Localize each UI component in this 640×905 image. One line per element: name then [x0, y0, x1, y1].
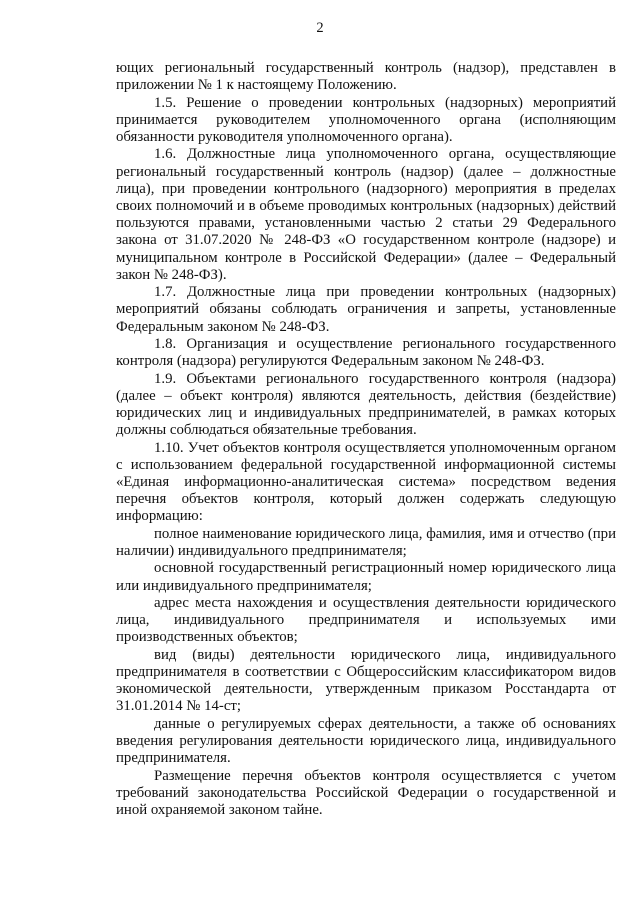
paragraph-placement: Размещение перечня объектов контроля осуществляется с учетом требований законодательства Российской Федерации о государственной и иной охраняемой законом тайне. — [116, 767, 616, 818]
paragraph-1-6: 1.6. Должностные лица уполномоченного органа, осуществляющие региональный государственный контроль (надзор) (далее – должностные лица), при проведении контрольного (надзорного) мероприятия в пределах своих полномочий и в объеме проводимых контрольных (надзорных) действий пользуются правами, установленными частью 2 статьи 29 Федерального закона от 31.07.2020 № 248-ФЗ «О государственном контроле (надзоре) и муниципальном контроле в Российской Федерации» (далее – Федеральный закон № 248-ФЗ). — [116, 146, 616, 283]
document-body — [116, 60, 616, 819]
paragraph-1-10: 1.10. Учет объектов контроля осуществляется уполномоченным органом с использованием федеральной государственной информационной системы «Единая информационно-аналитическая система» посредством ведения перечня объектов контроля, который должен содержать следующую информацию: — [116, 439, 616, 525]
paragraph-1-5: 1.5. Решение о проведении контрольных (надзорных) мероприятий принимается руководителем уполномоченного органа (исполняющим обязанности руководителя уполномоченного органа). — [116, 94, 616, 145]
list-item-activity-types: вид (виды) деятельности юридического лица, индивидуального предпринимателя в соответствии с Общероссийским классификатором видов экономической деятельности, утвержденным приказом Росстандарта от 31.01.2014 № 14-ст; — [116, 646, 616, 715]
page-number: 2 — [316, 20, 324, 36]
list-item-regulated-spheres: данные о регулируемых сферах деятельности, а также об основаниях введения регулирования деятельности юридического лица, индивидуального предпринимателя. — [116, 715, 616, 767]
paragraph-1-9: 1.9. Объектами регионального государственного контроля (надзора) (далее – объект контроля) являются деятельность, действия (бездействие) юридических лиц и индивидуальных предпринимателей, в рамках которых должны соблюдаться обязательные требования. — [116, 370, 616, 439]
list-item-ogrn: основной государственный регистрационный номер юридического лица или индивидуального предпринимателя; — [116, 560, 616, 594]
list-item-full-name: полное наименование юридического лица, фамилия, имя и отчество (при наличии) индивидуального предпринимателя; — [116, 525, 616, 559]
paragraph-1-7: 1.7. Должностные лица при проведении контрольных (надзорных) мероприятий обязаны соблюдать ограничения и запреты, установленные Федеральным законом № 248-ФЗ. — [116, 284, 616, 335]
paragraph-continuation: ющих региональный государственный контроль (надзор), представлен в приложении № 1 к настоящему Положению. — [116, 60, 616, 94]
paragraph-1-8: 1.8. Организация и осуществление регионального государственного контроля (надзора) регулируются Федеральным законом № 248-ФЗ. — [116, 336, 616, 370]
list-item-address: адрес места нахождения и осуществления деятельности юридического лица, индивидуального предпринимателя и используемых ими производственных объектов; — [116, 594, 616, 646]
